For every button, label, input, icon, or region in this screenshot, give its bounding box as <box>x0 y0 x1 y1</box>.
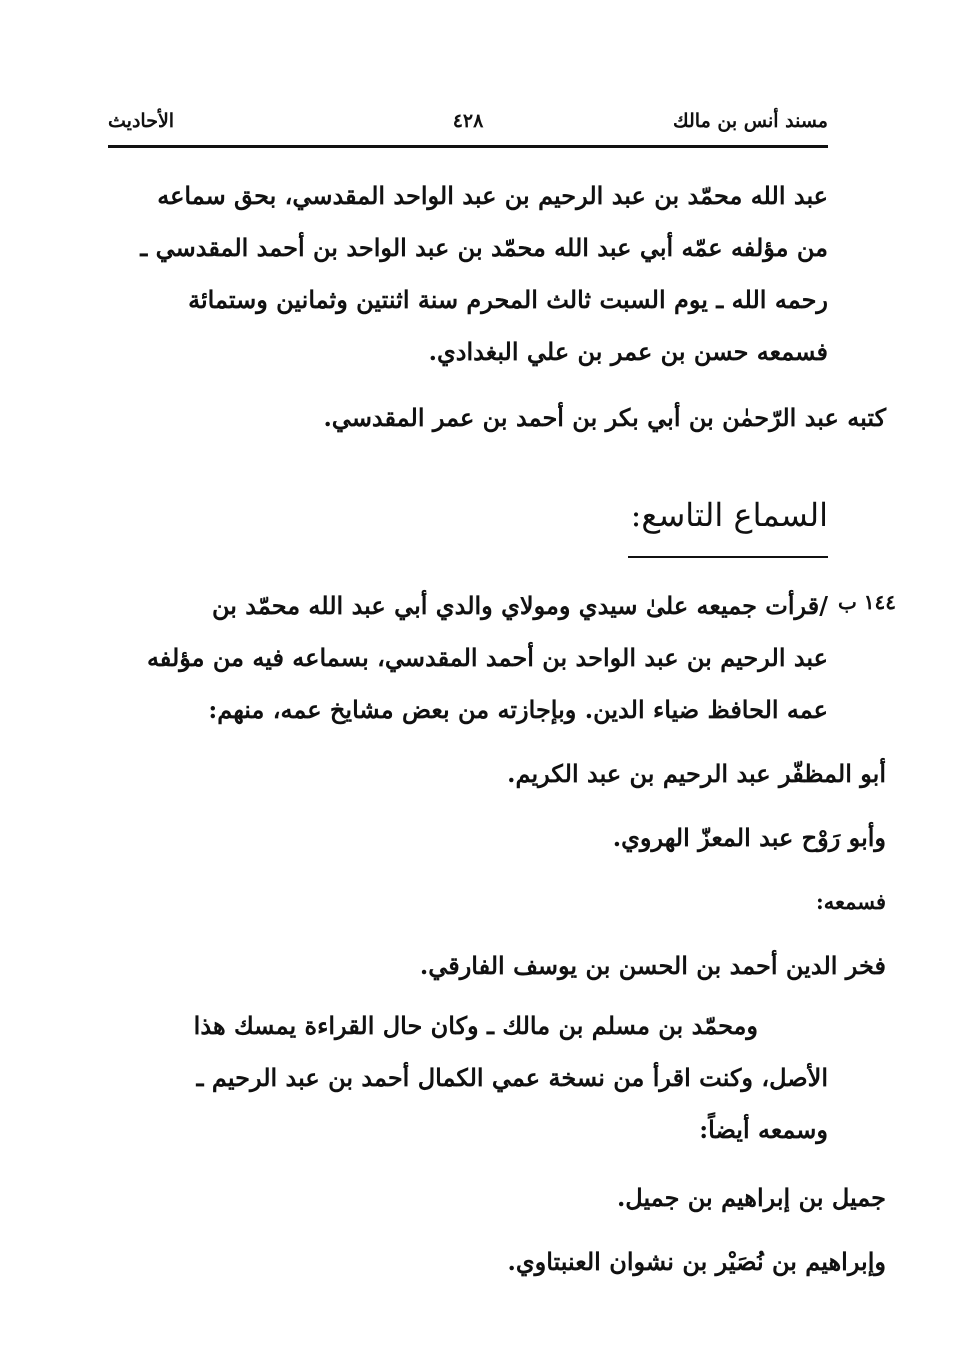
writer-line: كتبه عبد الرّحمٰن بن أبي بكر بن أحمد بن عمر المقدسي. <box>323 403 886 432</box>
section-name: الأحاديث <box>108 110 175 132</box>
listeners-label: فسمعه: <box>815 889 886 914</box>
text-line: عبد الرحيم بن عبد الواحد بن أحمد المقدسي، بسماعه فيه من مؤلفه <box>146 643 828 672</box>
name-line: جميل بن إبراهيم بن جميل. <box>616 1183 886 1212</box>
text-line: من مؤلفه عمّه أبي عبد الله محمّد بن عبد الواحد بن أحمد المقدسي ـ <box>140 233 828 262</box>
text-line: ومحمّد بن مسلم بن مالك ـ وكان حال القراءة يمسك هذا <box>193 1011 758 1040</box>
name-line: فخر الدين أحمد بن الحسن بن يوسف الفارقي. <box>419 951 886 980</box>
name-line: وإبراهيم بن نُصَيْر بن نشوان العنبتاوي. <box>507 1247 886 1276</box>
text-line: فسمعه حسن بن عمر بن علي البغدادي. <box>428 337 828 366</box>
text-line: الأصل، وكنت اقرأ من نسخة عمي الكمال أحمد بن عبد الرحيم ـ <box>196 1063 828 1092</box>
name-line: وأبو رَوْح عبد المعزّ الهروي. <box>612 823 886 852</box>
margin-folio-note: ١٤٤ ب <box>837 590 896 614</box>
header-divider <box>108 145 828 148</box>
paragraph-2 <box>108 580 828 736</box>
text-line: عمه الحافظ ضياء الدين. وبإجازته من بعض مشايخ عمه، منهم: <box>208 695 828 724</box>
name-line: أبو المظفّر عبد الرحيم بن عبد الكريم. <box>507 759 886 788</box>
text-line: عبد الله محمّد بن عبد الرحيم بن عبد الواحد المقدسي، بحق سماعه <box>157 181 828 210</box>
text-line: وسمعه أيضاً: <box>699 1115 828 1144</box>
paragraph-3 <box>108 1000 828 1156</box>
book-title: مسند أنس بن مالك <box>673 110 828 132</box>
section-title-underline <box>628 556 828 558</box>
page-number: ٤٢٨ <box>452 110 484 132</box>
text-line: رحمه الله ـ يوم السبت ثالث المحرم سنة اثنتين وثمانين وستمائة <box>188 285 828 314</box>
paragraph-1 <box>108 170 828 378</box>
text-line: /قرأت جميعه علىٰ سيدي ومولاي والدي أبي عبد الله محمّد بن <box>211 591 828 620</box>
running-header <box>108 110 828 146</box>
section-title: السماع التاسع: <box>630 496 828 534</box>
